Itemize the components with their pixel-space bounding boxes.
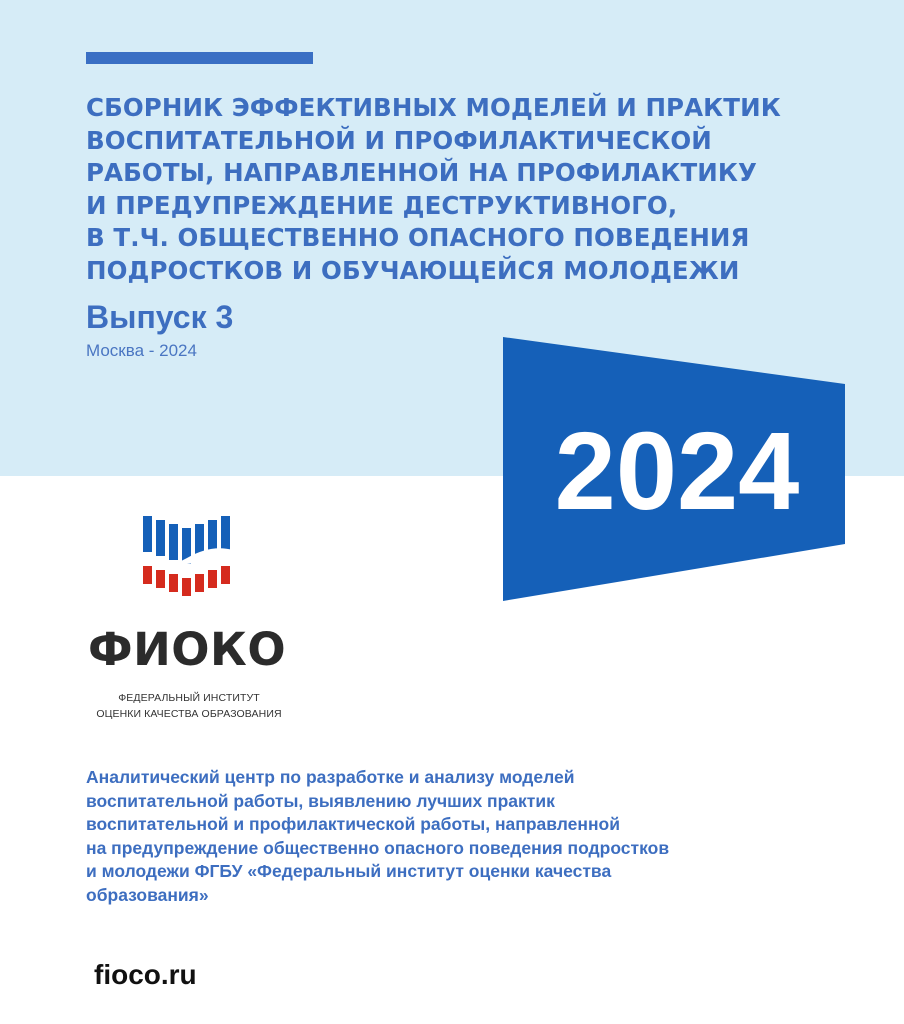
issue-number: Выпуск 3 — [86, 299, 234, 335]
description-line: Аналитический центр по разработке и анализу моделей — [86, 767, 575, 787]
flag-col — [208, 520, 217, 588]
year-flag — [503, 337, 845, 601]
city-year: Москва - 2024 — [86, 341, 197, 360]
flag-col — [169, 524, 178, 592]
flag-col — [195, 524, 204, 592]
russian-flag-columns-icon — [141, 514, 233, 598]
description-line: воспитательной работы, выявлению лучших практик — [86, 790, 555, 811]
logo-subtitle-line: ФЕДЕРАЛЬНЫЙ ИНСТИТУТ — [118, 692, 260, 704]
description-line: на предупреждение общественно опасного поведения подростков — [86, 837, 670, 858]
flag-col — [221, 516, 230, 584]
flag-col — [182, 528, 191, 596]
title-line: В Т.Ч. ОБЩЕСТВЕННО ОПАСНОГО ПОВЕДЕНИЯ — [86, 223, 750, 252]
accent-bar — [86, 52, 313, 64]
big-year: 2024 — [554, 410, 800, 533]
title-line: СБОРНИК ЭФФЕКТИВНЫХ МОДЕЛЕЙ И ПРАКТИК — [86, 93, 781, 122]
flag-col — [156, 520, 165, 588]
flag-col — [143, 516, 152, 584]
logo-subtitle-line: ОЦЕНКИ КАЧЕСТВА ОБРАЗОВАНИЯ — [96, 708, 282, 720]
title-line: РАБОТЫ, НАПРАВЛЕННОЙ НА ПРОФИЛАКТИКУ — [86, 158, 758, 187]
title-line: ПОДРОСТКОВ И ОБУЧАЮЩЕЙСЯ МОЛОДЕЖИ — [86, 255, 740, 285]
title-line: И ПРЕДУПРЕЖДЕНИЕ ДЕСТРУКТИВНОГО, — [86, 190, 678, 220]
logo-name: ФИОКО — [88, 623, 287, 676]
logo-subtitle — [94, 690, 284, 722]
description-line: воспитательной и профилактической работы, направленной — [86, 814, 620, 834]
center-description — [86, 766, 826, 907]
cover-title — [86, 92, 866, 287]
description-line: и молодежи ФГБУ «Федеральный институт оценки качества — [86, 861, 612, 881]
title-line: ВОСПИТАТЕЛЬНОЙ И ПРОФИЛАКТИЧЕСКОЙ — [86, 125, 712, 155]
description-line: образования» — [86, 884, 209, 905]
website: fioco.ru — [94, 959, 197, 990]
